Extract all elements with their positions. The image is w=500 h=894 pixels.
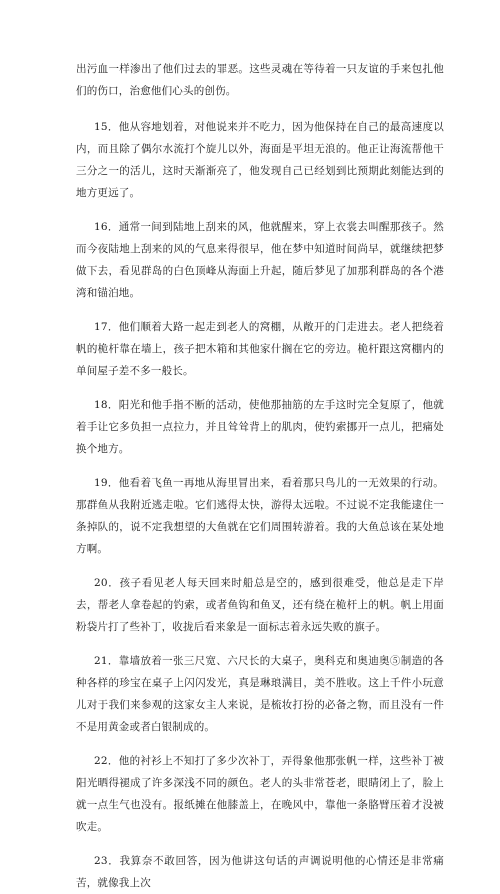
- paragraph-continuation: 出污血一样渗出了他们过去的罪恶。这些灵魂在等待着一只友谊的手来包扎他们的伤口，治愈他们心头的创伤。: [76, 63, 444, 97]
- paragraph-22: 22．他的衬衫上不知打了多少次补丁，弄得象他那张帆一样，这些补丁被阳光晒得褪成了许多深浅不同的颜色。老人的头非常苍老，眼睛闭上了，脸上就一点生气也没有。报纸摊在他膝盖上，在晚风中，靠他一条胳臂压着才没被吹走。: [76, 755, 444, 833]
- paragraph-18: 18．阳光和他手指不断的活动，使他那抽筋的左手这时完全复原了，他就着手让它多负担一点拉力，并且耸耸背上的肌肉，使钓索挪开一点儿，把痛处换个地方。: [76, 399, 444, 455]
- paragraph-16: 16．通常一间到陆地上刮来的风，他就醒来，穿上衣裳去叫醒那孩子。然而今夜陆地上刮来的风的气息来得很早，他在梦中知道时间尚早，就继续把梦做下去，看见群岛的白色顶峰从海面上升起，随后梦见了加那利群岛的各个港湾和锚泊地。: [76, 221, 444, 299]
- paragraph-17: 17．他们顺着大路一起走到老人的窝棚，从敞开的门走进去。老人把绕着帆的桅杆靠在墙上，孩子把木箱和其他家什搁在它的旁边。桅杆跟这窝棚内的单间屋子差不多一般长。: [76, 321, 444, 377]
- paragraph-23-partial: 23．我算奈不敢回答，因为他讲这句话的声调说明他的心情还是非常痛苦，就像我上次: [76, 855, 444, 889]
- paragraph-19: 19．他看着飞鱼一再地从海里冒出来，看着那只鸟儿的一无效果的行动。那群鱼从我附近逃走啦。它们逃得太快，游得太远啦。不过说不定我能逮住一条掉队的，说不定我想望的大鱼就在它们周围转游着。我的大鱼总该在某处地方啊。: [76, 477, 444, 555]
- paragraph-21: 21．靠墙放着一张三尺宽、六尺长的大桌子，奥科克和奥迪奥⑤制造的各种各样的珍宝在桌子上闪闪发光，真是琳琅满目，美不胜收。这上千件小玩意儿对于我们来参观的这家女主人来说，是梳妆打扮的必备之物，而且没有一件不是用黄金或者白银制成的。: [76, 655, 444, 733]
- paragraph-15: 15．他从容地划着，对他说来并不吃力，因为他保持在自己的最高速度以内，而且除了偶尔水流打个旋儿以外，海面是平坦无浪的。他正让海流帮他干三分之一的活儿，这时天渐渐亮了，他发现自己已经划到比预期此刻能达到的地方更远了。: [76, 121, 444, 199]
- paragraph-20: 20．孩子看见老人每天回来时船总是空的，感到很难受，他总是走下岸去，帮老人拿卷起的钓索，或者鱼钩和鱼叉，还有绕在桅杆上的帆。帆上用面粉袋片打了些补丁，收拢后看来象是一面标志着永远失败的旗子。: [76, 577, 444, 633]
